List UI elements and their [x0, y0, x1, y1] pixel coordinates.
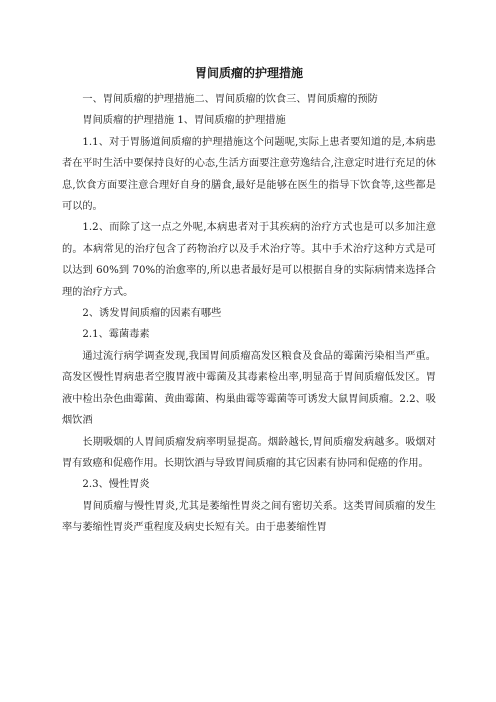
subheading-2-3: 2.3、慢性胃炎 [82, 479, 150, 491]
subheading-2-1: 2.1、霉菌毒素 [82, 329, 150, 341]
paragraph-1-1: 1.1、对于胃肠道间质瘤的护理措施这个问题呢,实际上患者要知道的是,本病患者在平时生活中要保持良好的心态,生活方面要注意劳逸结合,注意定时进行充足的休息,饮食方面要注意合理好自身的膳食,最好是能够在医生的指导下饮食等,这些都是可以的。 [62, 136, 436, 213]
paragraph-2-2: 长期吸烟的人胃间质瘤发病率明显提高。烟龄越长,胃间质瘤发病越多。吸烟对胃有致癌和促癌作用。长期饮酒与导致胃间质瘤的其它因素有协同和促癌的作用。 [62, 436, 436, 469]
toc-line: 一、胃间质瘤的护理措施二、胃间质瘤的饮食三、胃间质瘤的预防 [82, 94, 378, 105]
document-page [62, 62, 436, 539]
paragraph-2-1: 通过流行病学调查发现,我国胃间质瘤高发区粮食及食品的霉菌污染相当严重。高发区慢性胃病患者空腹胃液中霉菌及其毒素检出率,明显高于胃间质瘤低发区。胃液中检出杂色曲霉菌、黄曲霉菌、构巢曲霉等霉菌等可诱发大鼠胃间质瘤。2.2、吸烟饮酒 [62, 350, 436, 427]
section-heading-2: 2、诱发胃间质瘤的因素有哪些 [82, 308, 222, 320]
document-title: 胃间质瘤的护理措施 [194, 66, 303, 80]
paragraph-1-2: 1.2、而除了这一点之外呢,本病患者对于其疾病的治疗方式也是可以多加注意的。本病常见的治疗包含了药物治疗以及手术治疗等。其中手术治疗这种方式是可以达到 60%到 70%的治愈率的,所以患者最好是可以根据自身的实际病情来选择合理的治疗方式。 [62, 222, 436, 298]
section-heading: 胃间质瘤的护理措施 1、胃间质瘤的护理措施 [82, 115, 286, 127]
paragraph-2-3: 胃间质瘤与慢性胃炎,尤其是萎缩性胃炎之间有密切关系。这类胃间质瘤的发生率与萎缩性胃炎严重程度及病史长短有关。由于患萎缩性胃 [62, 500, 436, 534]
